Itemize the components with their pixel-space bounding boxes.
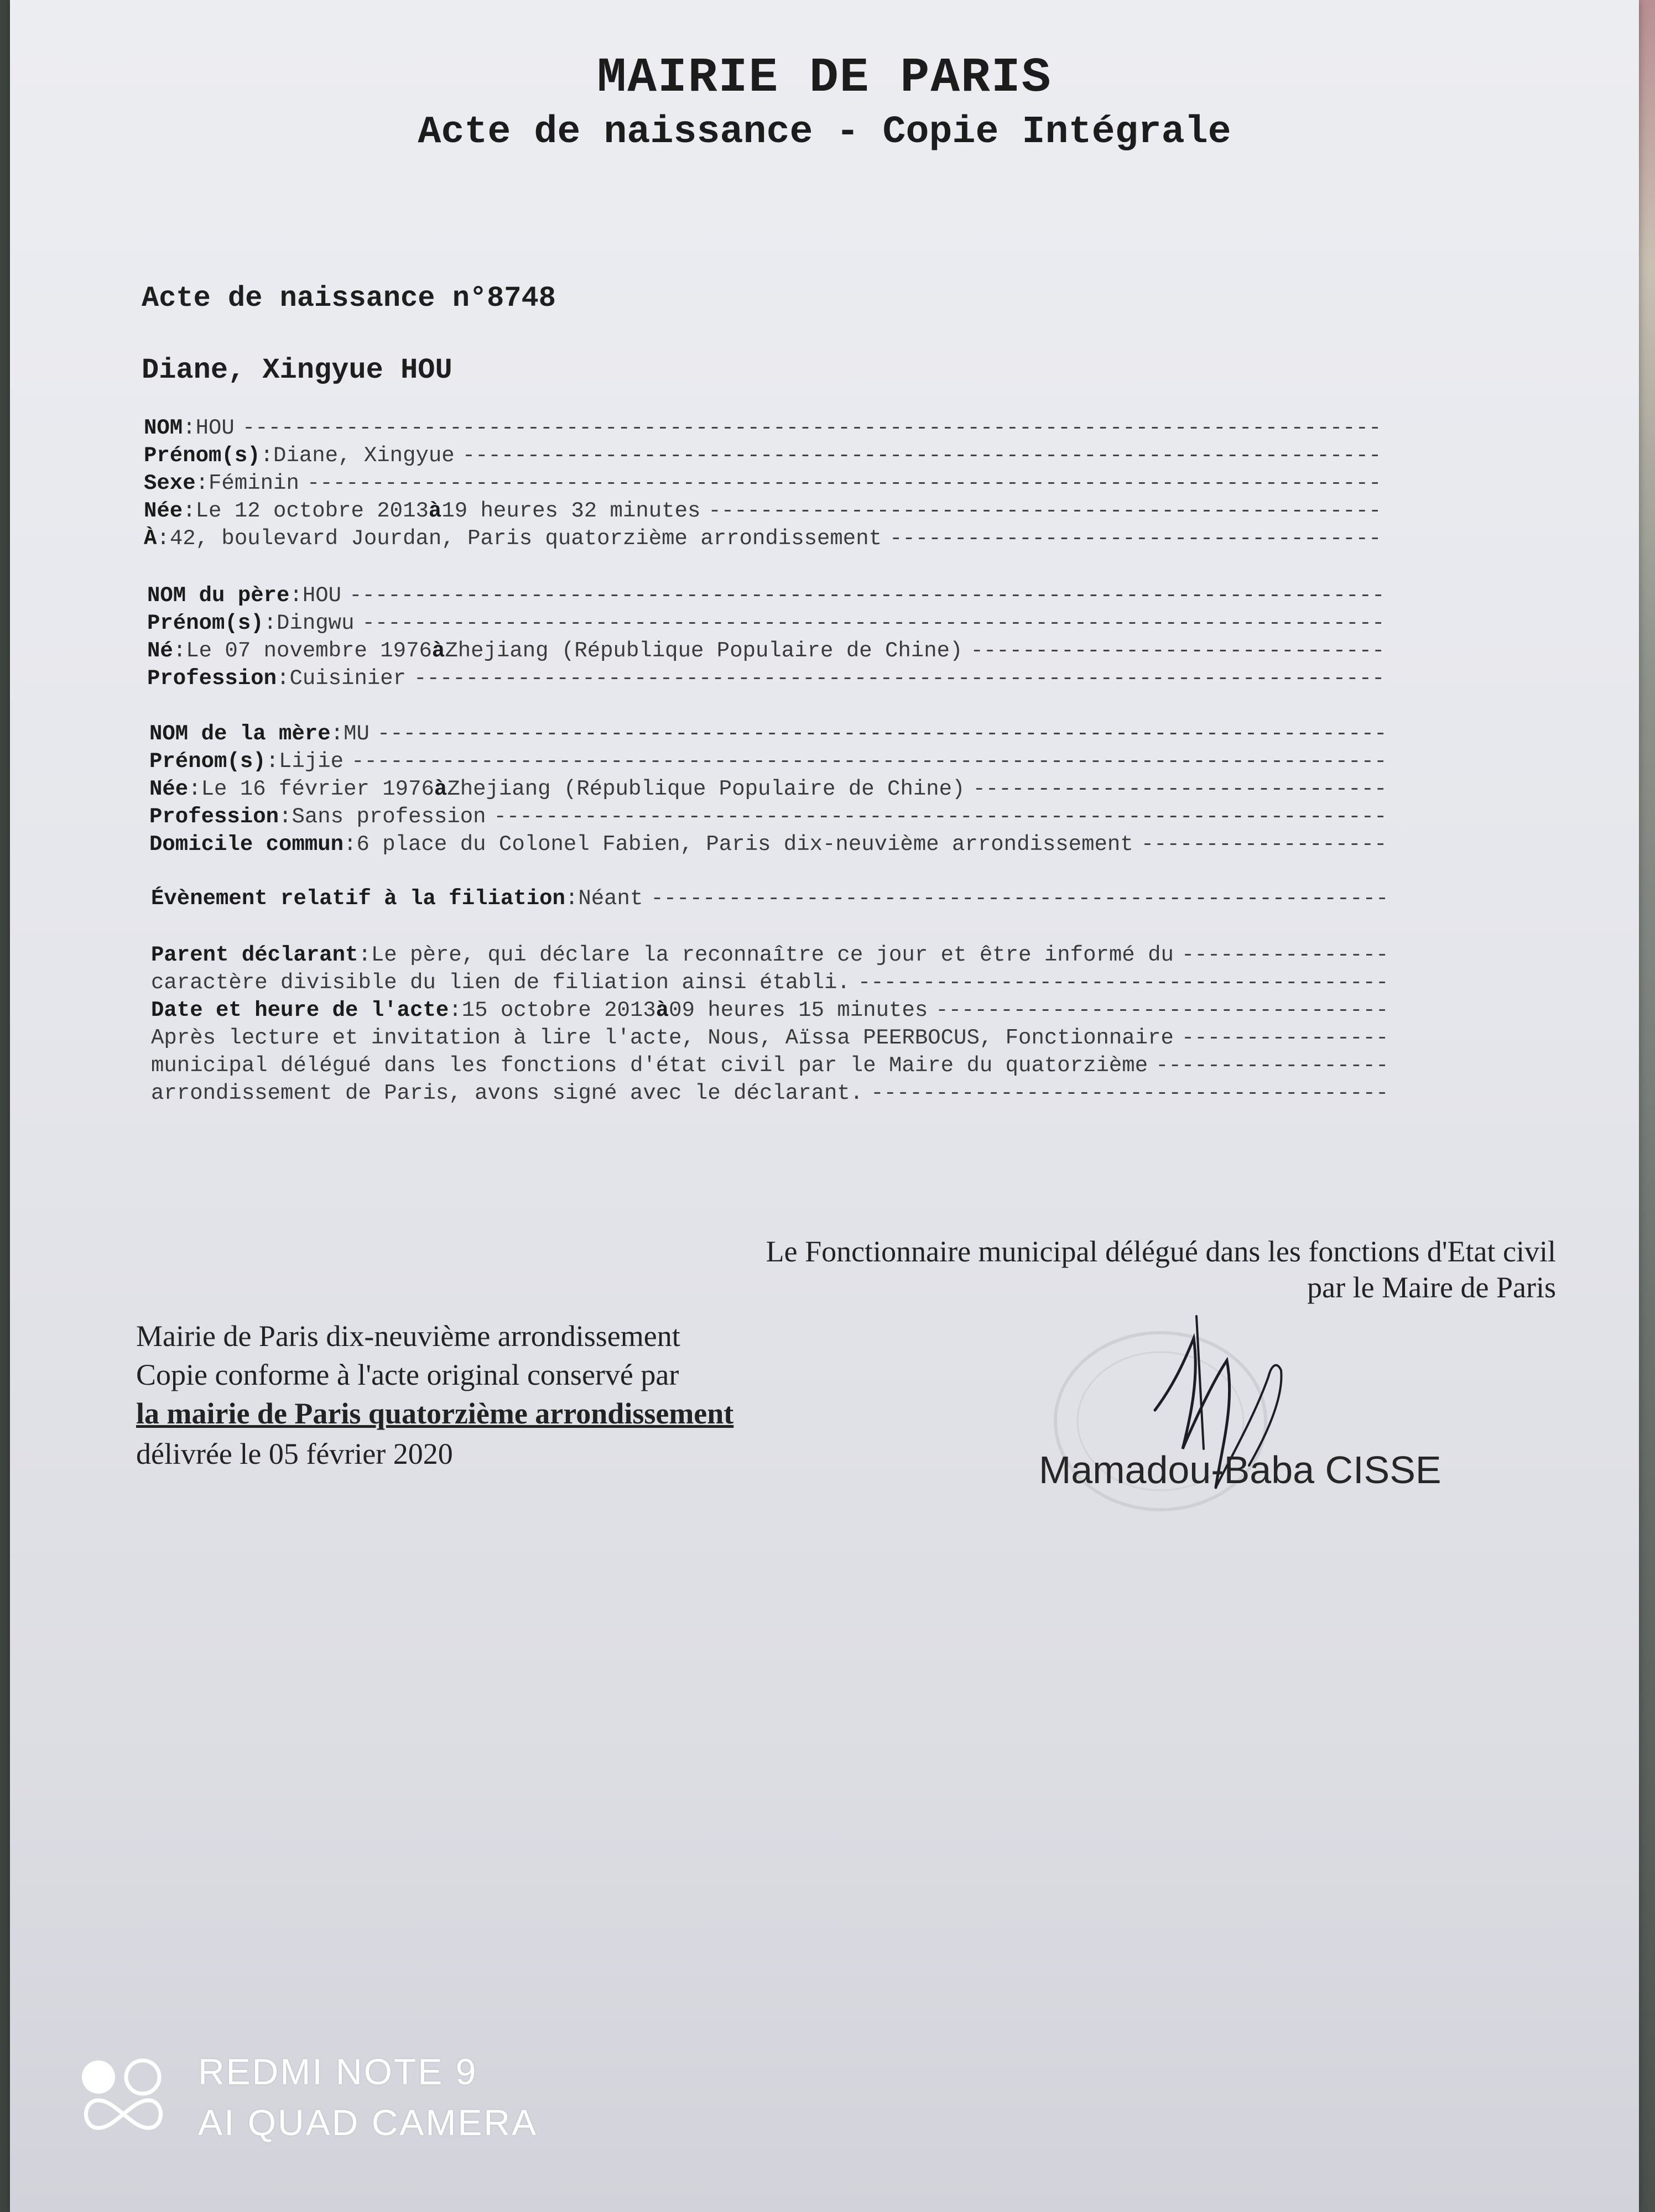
field-value: Diane, Xingyue [273,444,455,468]
field-row: Prénom(s) : Diane, Xingyue ----- [144,444,1383,472]
field-value: Le 16 février 1976 [201,777,434,801]
field-row [151,1053,1390,1082]
field-row: Date et heure de l'acte : 15 octobre 2013 à 09 heures 15 minutes ----- [151,998,1390,1027]
field-value: Cuisinier [289,666,407,691]
field-label: Née [144,499,183,523]
field-value: Lijie [279,749,344,774]
field-label: À [144,526,157,551]
field-value: caractère divisible du lien de filiation ainsi établi. [151,971,850,995]
certification-line2: Copie conforme à l'acte original conservé par [136,1358,679,1391]
field-row: Sexe : Féminin ----- [144,471,1383,500]
field-label: Prénom(s) [147,611,264,635]
officer-title-line2: par le Maire de Paris [1307,1271,1556,1304]
field-row: Née : Le 12 octobre 2013 à 19 heures 32 minutes ----- [144,499,1383,528]
field-row: Prénom(s) : Dingwu ----- [147,611,1386,640]
field-value: arrondissement de Paris, avons signé avec le déclarant. [151,1081,863,1105]
document-title: MAIRIE DE PARIS [597,51,1052,106]
certification-date: délivrée le 05 février 2020 [136,1437,453,1470]
field-label: Profession [147,666,277,691]
certification-line3: la mairie de Paris quatorzième arrondissement [136,1397,734,1430]
field-row: Domicile commun : 6 place du Colonel Fabien, Paris dix-neuvième arrondissement ----- [149,832,1388,861]
field-row: NOM : HOU ----- [144,416,1383,445]
field-value: Féminin [209,471,299,495]
field-row: Née : Le 16 février 1976 à Zhejiang (République Populaire de Chine) ----- [149,777,1388,806]
field-label: Né [147,639,173,663]
field-value: Après lecture et invitation à lire l'acte, Nous, Aïssa PEERBOCUS, Fonctionnaire [151,1026,1174,1050]
field-row: Né : Le 07 novembre 1976 à Zhejiang (République Populaire de Chine) ----- [147,639,1386,667]
field-label: Profession [149,805,279,829]
field-row: NOM du père : HOU ----- [147,583,1386,612]
field-value: municipal délégué dans les fonctions d'état civil par le Maire du quatorzième [151,1053,1148,1078]
handwritten-signature-icon [1138,1305,1304,1526]
field-label: Évènement relatif à la filiation [151,886,565,911]
field-row: Parent déclarant : Le père, qui déclare la reconnaître ce jour et être informé du ----- [151,943,1390,972]
field-value: Le père, qui déclare la reconnaître ce jour et être informé du [371,943,1174,967]
field-label: NOM [144,416,183,440]
document-subtitle: Acte de naissance - Copie Intégrale [418,111,1231,154]
field-label: Prénom(s) [144,444,261,468]
field-value: 6 place du Colonel Fabien, Paris dix-neuvième arrondissement [356,832,1133,857]
officer-title-line1: Le Fonctionnaire municipal délégué dans les fonctions d'Etat civil [766,1235,1556,1268]
signer-name: Mamadou-Baba CISSE [1039,1448,1441,1491]
field-label: Domicile commun [149,832,344,857]
field-value: Dingwu [277,611,355,635]
acte-number: Acte de naissance n°8748 [142,282,556,315]
field-row: Profession : Sans profession ----- [149,805,1388,833]
field-row: Profession : Cuisinier ----- [147,666,1386,695]
field-row [151,1081,1390,1110]
field-label: NOM du père [147,583,290,608]
child-full-name: Diane, Xingyue HOU [142,354,452,387]
field-label: Sexe [144,471,196,495]
field-label: Prénom(s) [149,749,266,774]
field-value: HOU [302,583,342,608]
field-row [151,1026,1390,1055]
document-page [10,0,1639,2212]
certification-line1: Mairie de Paris dix-neuvième arrondissement [136,1319,680,1353]
camera-lens-logo-icon [76,2055,170,2138]
field-row: À : 42, boulevard Jourdan, Paris quatorzième arrondissement ----- [144,526,1383,555]
watermark-model: REDMI NOTE 9 [198,2051,478,2092]
field-row: NOM de la mère : MU ----- [149,722,1388,750]
field-value: 15 octobre 2013 [461,998,656,1022]
field-value: Le 07 novembre 1976 [186,639,432,663]
field-row: Évènement relatif à la filiation : Néant ----- [151,886,1390,915]
field-label: Date et heure de l'acte [151,998,449,1022]
field-label: Née [149,777,189,801]
field-row [151,971,1390,999]
watermark-camera: AI QUAD CAMERA [198,2102,538,2143]
field-value: Sans profession [292,805,486,829]
field-label: Parent déclarant [151,943,358,967]
field-value: HOU [195,416,235,440]
field-label: NOM de la mère [149,722,331,746]
field-value: 42, boulevard Jourdan, Paris quatorzième arrondissement [169,526,882,551]
field-row: Prénom(s) : Lijie ----- [149,749,1388,778]
field-value: MU [344,722,369,746]
field-value: Le 12 octobre 2013 [195,499,429,523]
field-value: Néant [578,886,643,911]
